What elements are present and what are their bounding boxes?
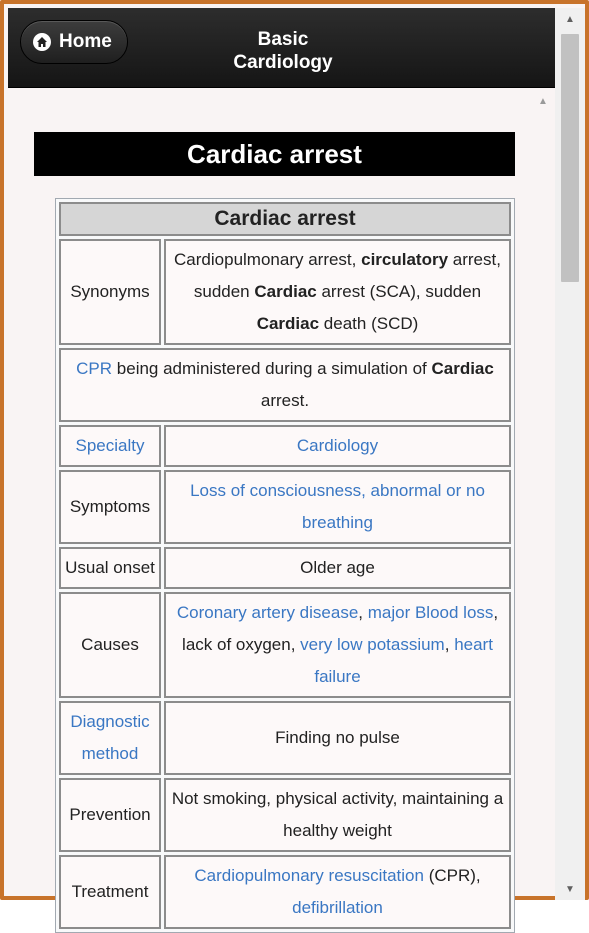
specialty-value-link[interactable]: Cardiology <box>164 425 511 467</box>
synonyms-label: Synonyms <box>59 239 161 345</box>
synonyms-bold: Cardiac <box>254 282 317 301</box>
image-caption-text: being administered during a simulation of <box>112 359 432 378</box>
app-title <box>198 28 368 74</box>
home-icon <box>33 33 51 51</box>
synonyms-bold: Cardiac <box>256 314 320 333</box>
specialty-label-link[interactable]: Specialty <box>59 425 161 467</box>
scroll-down-arrow-icon[interactable]: ▼ <box>565 883 575 895</box>
causes-sep: , <box>444 635 455 654</box>
synonyms-text: Cardiopulmonary arrest, <box>174 250 362 269</box>
cpr-full-link[interactable]: Cardiopulmonary resuscitation <box>194 866 424 885</box>
treatment-value <box>164 855 511 929</box>
diagnostic-method-value: Finding no pulse <box>164 701 511 775</box>
symptoms-label: Symptoms <box>59 470 161 544</box>
app-title-line2: Cardiology <box>233 52 333 73</box>
app-title-line1: Basic <box>257 29 309 50</box>
image-caption-bold: Cardiac <box>431 359 494 378</box>
infobox-table <box>55 198 515 933</box>
very-low-potassium-link[interactable]: very low potassium <box>300 635 445 654</box>
table-row <box>59 348 511 422</box>
diagnostic-method-label-link[interactable]: Diagnostic method <box>59 701 161 775</box>
usual-onset-value: Older age <box>164 547 511 589</box>
image-caption <box>59 348 511 422</box>
vertical-scrollbar[interactable] <box>555 8 585 900</box>
prevention-label: Prevention <box>59 778 161 852</box>
content-scroll-up-icon[interactable]: ▲ <box>538 96 548 107</box>
treatment-label: Treatment <box>59 855 161 929</box>
causes-label: Causes <box>59 592 161 698</box>
app-header <box>8 8 555 88</box>
synonyms-bold: circulatory <box>361 250 449 269</box>
defibrillation-link[interactable]: defibrillation <box>292 898 383 917</box>
causes-value <box>164 592 511 698</box>
cpr-link[interactable]: CPR <box>76 359 113 378</box>
table-row <box>59 470 511 544</box>
treatment-text: (CPR), <box>423 866 481 885</box>
prevention-value: Not smoking, physical activity, maintaining a healthy weight <box>164 778 511 852</box>
heart-failure-link[interactable]: heart failure <box>314 635 493 686</box>
infobox-caption: Cardiac arrest <box>59 202 511 236</box>
table-row <box>59 592 511 698</box>
table-row <box>59 547 511 589</box>
table-row <box>59 778 511 852</box>
causes-text: , lack of oxygen, <box>182 603 499 654</box>
causes-sep: , <box>358 603 368 622</box>
synonyms-text: arrest, sudden <box>193 250 501 301</box>
coronary-artery-disease-link[interactable]: Coronary artery disease <box>176 603 359 622</box>
scroll-thumb[interactable] <box>561 34 579 282</box>
table-row <box>59 425 511 467</box>
table-row <box>59 855 511 929</box>
table-row <box>59 701 511 775</box>
major-blood-loss-link[interactable]: major Blood loss <box>367 603 494 622</box>
synonyms-value <box>164 239 511 345</box>
synonyms-text: arrest (SCA), sudden <box>316 282 482 301</box>
home-button-label: Home <box>59 31 112 52</box>
usual-onset-label: Usual onset <box>59 547 161 589</box>
page-title: Cardiac arrest <box>34 132 515 176</box>
symptoms-value-link[interactable]: Loss of consciousness, abnormal or no breathing <box>164 470 511 544</box>
image-caption-text: arrest. <box>260 391 310 410</box>
table-row <box>59 239 511 345</box>
home-button[interactable] <box>20 20 128 64</box>
scroll-up-arrow-icon[interactable]: ▲ <box>565 13 575 25</box>
synonyms-text: death (SCD) <box>319 314 419 333</box>
